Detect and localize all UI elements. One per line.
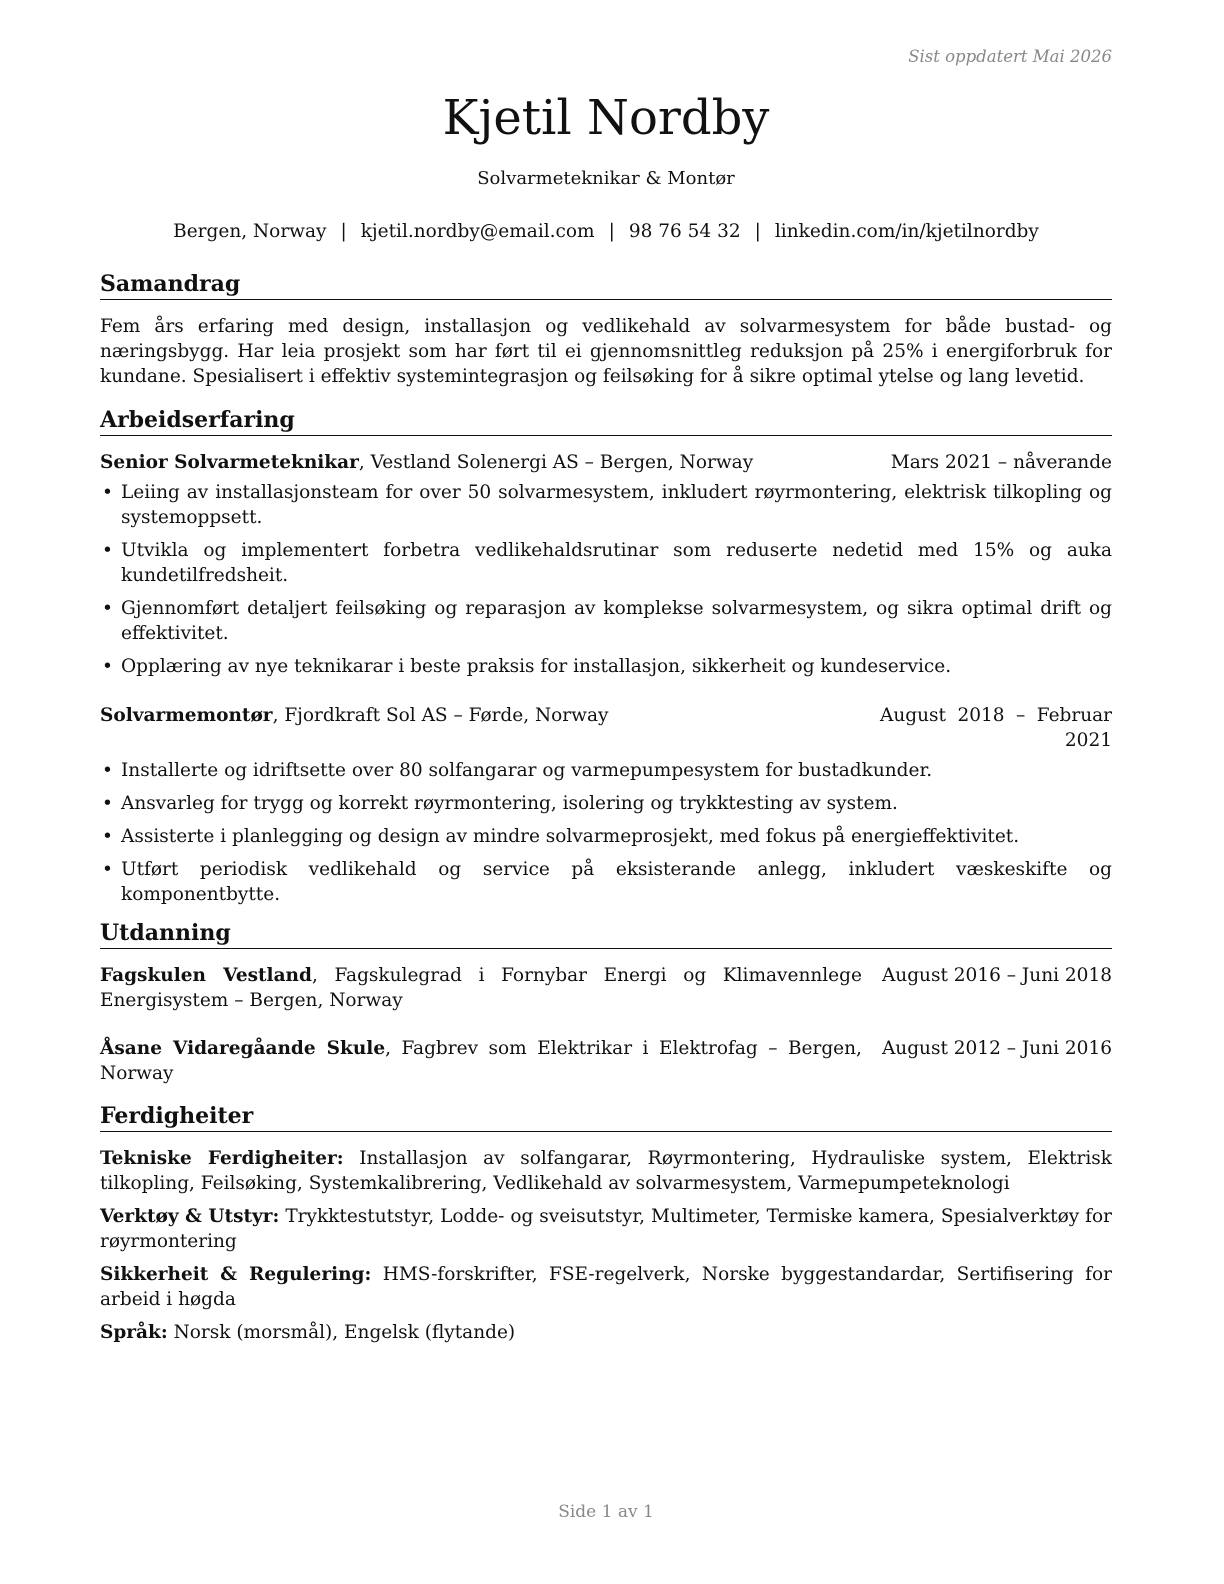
school-name: Fagskulen Vestland (100, 965, 312, 986)
education-institution (100, 1036, 862, 1086)
experience-section (100, 406, 1112, 907)
job-employer: , Fjordkraft Sol AS – Førde, Norway (272, 705, 609, 726)
job-title: Solvarmeteknikar & Montør (477, 168, 735, 189)
education-institution (100, 963, 862, 1013)
skill-label: Verktøy & Utstyr: (100, 1206, 280, 1227)
section-heading-education: Utdanning (100, 919, 1112, 949)
skill-row (100, 1146, 1112, 1196)
skill-row (100, 1262, 1112, 1312)
job-title-text: Senior Solvarmeteknikar (100, 452, 359, 473)
education-dates: August 2012 – Juni 2016 (881, 1038, 1112, 1059)
skill-label: Tekniske Ferdigheiter: (100, 1148, 344, 1169)
job-employer: , Vestland Solenergi AS – Bergen, Norway (358, 452, 754, 473)
list-item: • Gjennomført detaljert feilsøking og reparasjon av komplekse solvarmesystem, og sikra optimal drift og effektivitet. (100, 596, 1112, 646)
list-item: • Opplæring av nye teknikarar i beste praksis for installasjon, sikkerheit og kundeservice. (100, 654, 1112, 679)
skill-label: Sikkerheit & Regulering: (100, 1264, 372, 1285)
job-role (100, 450, 753, 475)
skill-row (100, 1204, 1112, 1254)
skill-text: Trykktestutstyr, Lodde- og sveisutstyr, Multimeter, Termiske kamera, Spesialverktøy for røyrmontering (100, 1206, 1112, 1252)
job-header (100, 450, 1112, 475)
education-section (100, 919, 1112, 1086)
job-entry (100, 703, 1112, 907)
job-entry (100, 450, 1112, 679)
list-item: • Utvikla og implementert forbetra vedlikehaldsrutinar som reduserte nedetid med 15% og auka kundetilfredsheit. (100, 538, 1112, 588)
summary-section (100, 270, 1112, 389)
contact-line (100, 219, 1112, 244)
school-name: Åsane Vidaregåande Skule (100, 1038, 386, 1059)
skills-section (100, 1102, 1112, 1345)
contact-separator: | (754, 221, 761, 242)
summary-text: Fem års erfaring med design, installasjon og vedlikehald av solvarmesystem for både bustad- og næringsbygg. Har leia prosjekt som har ført til ei gjennomsnittleg reduksjon på 25% i energiforbruk for kundane. Spesialisert i effektiv systemintegrasjon og feilsøking for å sikre optimal ytelse og lang levetid. (100, 316, 1112, 387)
job-title-text: Solvarmemontør (100, 705, 273, 726)
job-dates: August 2018 – Februar 2021 (880, 705, 1112, 751)
contact-email[interactable]: kjetil.nordby@email.com (360, 221, 595, 242)
page-number: Side 1 av 1 (558, 1502, 654, 1522)
list-item: • Leiing av installasjonsteam for over 50 solvarmesystem, inkludert røyrmontering, elektrisk tilkopling og systemoppsett. (100, 480, 1112, 530)
contact-location: Bergen, Norway (173, 221, 327, 242)
job-dates: Mars 2021 – nåverande (890, 452, 1112, 473)
section-heading-experience: Arbeidserfaring (100, 406, 1112, 436)
skill-row (100, 1320, 1112, 1345)
contact-phone: 98 76 54 32 (628, 221, 741, 242)
job-bullets (100, 758, 1112, 907)
candidate-name: Kjetil Nordby (442, 90, 770, 146)
job-header (100, 703, 1112, 753)
skill-label: Språk: (100, 1322, 168, 1343)
last-updated: Sist oppdatert Mai 2026 (908, 47, 1112, 66)
job-bullets (100, 480, 1112, 679)
education-entry (100, 963, 1112, 1013)
contact-separator: | (608, 221, 615, 242)
contact-linkedin[interactable]: linkedin.com/in/kjetilnordby (774, 221, 1039, 242)
list-item: • Assisterte i planlegging og design av mindre solvarmeprosjekt, med fokus på energieffektivitet. (100, 824, 1112, 849)
degree-text: , Fagskulegrad i Fornybar Energi og Klimavennlege Energisystem – Bergen, Norway (100, 965, 862, 1011)
resume-page (100, 0, 1112, 1584)
skill-text: Norsk (morsmål), Engelsk (flytande) (167, 1322, 516, 1343)
skill-text: Installasjon av solfangarar, Røyrmontering, Hydrauliske system, Elektrisk tilkopling, Feilsøking, Systemkalibrering, Vedlikehald av solvarmesystem, Varmepumpeteknologi (100, 1148, 1112, 1194)
section-heading-summary: Samandrag (100, 270, 1112, 300)
education-entry (100, 1036, 1112, 1086)
resume-content (100, 270, 1112, 1353)
section-heading-skills: Ferdigheiter (100, 1102, 1112, 1132)
degree-text: , Fagbrev som Elektrikar i Elektrofag – Bergen, Norway (100, 1038, 862, 1084)
education-dates: August 2016 – Juni 2018 (881, 965, 1112, 986)
list-item: • Utført periodisk vedlikehald og service på eksisterande anlegg, inkludert væskeskifte og komponentbytte. (100, 857, 1112, 907)
job-role (100, 703, 608, 728)
list-item: • Ansvarleg for trygg og korrekt røyrmontering, isolering og trykktesting av system. (100, 791, 1112, 816)
skill-text: HMS-forskrifter, FSE-regelverk, Norske byggestandardar, Sertifisering for arbeid i høgda (100, 1264, 1112, 1310)
contact-separator: | (340, 221, 347, 242)
list-item: • Installerte og idriftsette over 80 solfangarar og varmepumpesystem for bustadkunder. (100, 758, 1112, 783)
